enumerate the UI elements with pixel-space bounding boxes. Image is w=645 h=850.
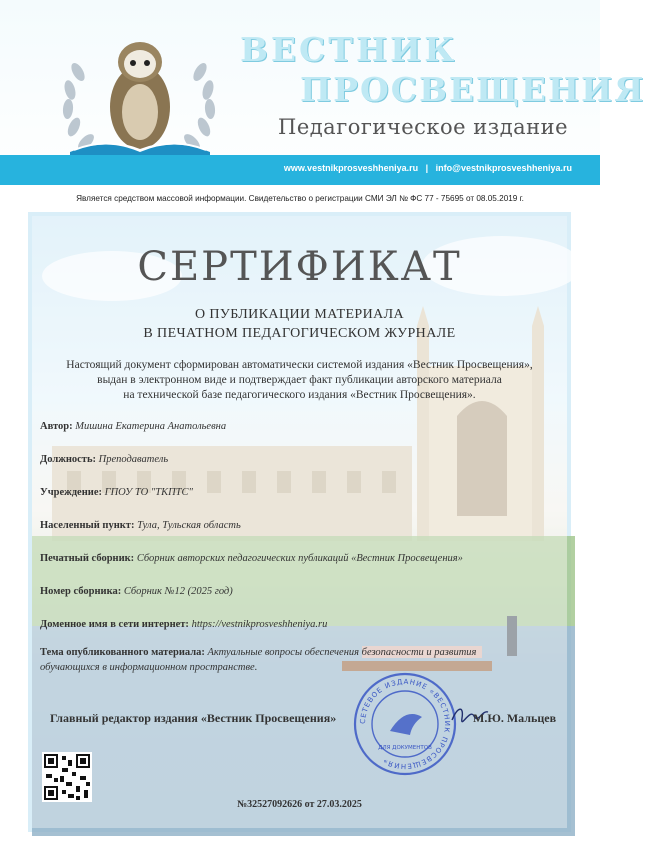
magazine-title-line2: ПРОСВЕЩЕНИЯ: [300, 70, 645, 109]
field-value: Мишина Екатерина Анатольевна: [75, 421, 227, 432]
certificate-purpose-line1: О ПУБЛИКАЦИИ МАТЕРИАЛА: [194, 307, 405, 322]
contact-links: [284, 163, 572, 173]
stamp-ring-text: СЕТЕВОЕ ИЗДАНИЕ «ВЕСТНИК ПРОСВЕЩЕНИЯ»: [358, 677, 452, 771]
certificate-purpose-line2: В ПЕЧАТНОМ ПЕДАГОГИЧЕСКОМ ЖУРНАЛЕ: [143, 326, 456, 341]
certificate-number: №32527092626 от 27.03.2025: [237, 799, 362, 810]
stamp-inner-text: ДЛЯ ДОКУМЕНТОВ: [378, 745, 432, 751]
certificate-frame: [28, 212, 571, 832]
statement-line: выдан в электронном виде и подтверждает факт публикации авторского материала: [97, 374, 502, 386]
field-value: https://vestnikprosveshheniya.ru: [191, 619, 328, 630]
field-label: Печатный сборник:: [40, 553, 135, 564]
field-locality: [40, 520, 241, 531]
qr-code[interactable]: [42, 752, 92, 802]
magazine-subtitle: Педагогическое издание: [278, 115, 569, 139]
email-link[interactable]: info@vestnikprosveshheniya.ru: [435, 163, 572, 173]
magazine-title-line1: ВЕСТНИК: [240, 30, 458, 69]
field-position: [40, 454, 168, 465]
field-label: Автор:: [40, 421, 73, 432]
statement-line: Настоящий документ сформирован автоматически системой издания «Вестник Просвещения»,: [66, 359, 533, 371]
owl-logo-icon: [40, 12, 240, 172]
field-domain: [40, 619, 327, 630]
field-value: Тула, Тульская область: [137, 520, 241, 531]
field-value: Преподаватель: [98, 454, 169, 465]
field-topic: [40, 647, 476, 658]
field-label: Доменное имя в сети интернет:: [40, 619, 189, 630]
field-value: Сборник №12 (2025 год): [123, 586, 233, 597]
link-separator: |: [425, 163, 429, 173]
field-collection-number: [40, 586, 233, 597]
field-value: ГПОУ ТО "ТКПТС": [104, 487, 193, 498]
field-collection: [40, 553, 463, 564]
header: [0, 0, 645, 190]
field-institution: [40, 487, 193, 498]
editor-label: Главный редактор издания «Вестник Просвещения»: [50, 711, 337, 725]
field-author: [40, 421, 226, 432]
registration-note: Является средством массовой информации. Свидетельство о регистрации СМИ ЭЛ № ФС 77 - 75695 от 08.05.2019 г.: [76, 194, 524, 203]
field-label: Населенный пункт:: [40, 520, 135, 531]
certificate-title: СЕРТИФИКАТ: [137, 244, 462, 290]
field-label: Номер сборника:: [40, 586, 122, 597]
field-label: Должность:: [40, 454, 97, 465]
field-value: Актуальные вопросы обеспечения безопасности и развития: [207, 647, 477, 658]
editor-name: М.Ю. Мальцев: [473, 711, 557, 725]
site-link[interactable]: www.vestnikprosveshheniya.ru: [283, 163, 419, 173]
field-value: Сборник авторских педагогических публикаций «Вестник Просвещения»: [136, 553, 463, 564]
publisher-stamp-icon: [350, 669, 460, 779]
statement-line: на технической базе педагогического издания «Вестник Просвещения».: [123, 389, 476, 401]
field-label: Тема опубликованного материала:: [40, 647, 205, 658]
field-label: Учреждение:: [40, 487, 102, 498]
topic-continued: обучающихся в информационном пространстве.: [40, 662, 258, 673]
